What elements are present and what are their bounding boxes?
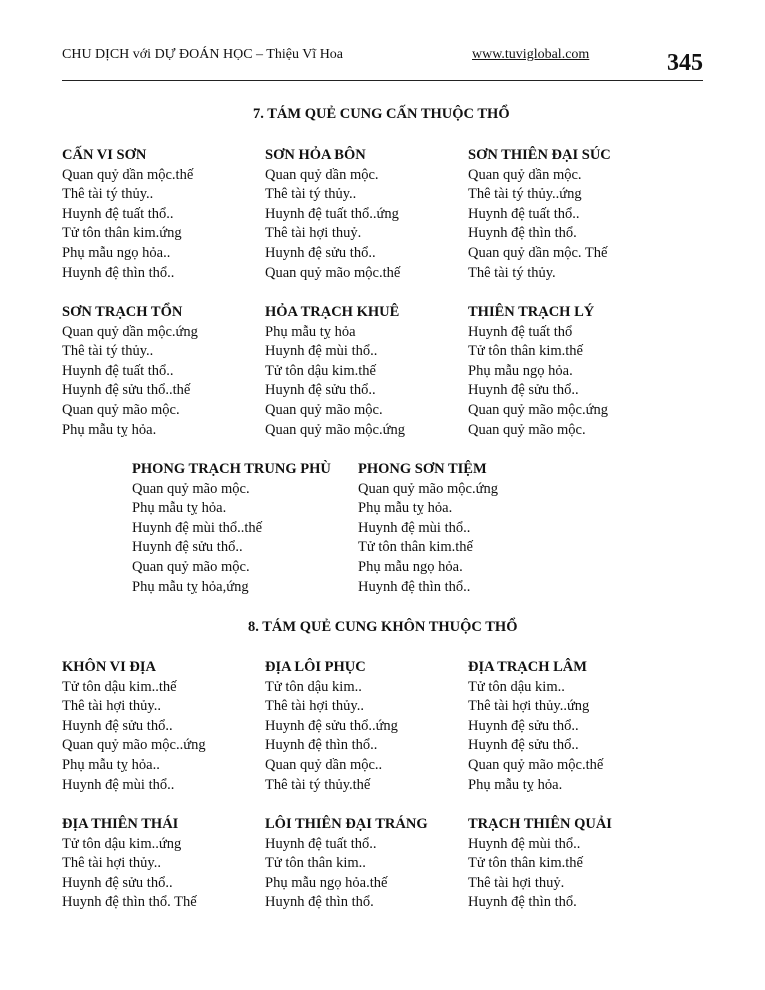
hexagram-line: Quan quỷ mão mộc.thế — [468, 756, 604, 773]
hexagram-line: Huynh đệ sửu thổ..thế — [62, 382, 191, 399]
hexagram-title: SƠN THIÊN ĐẠI SÚC — [468, 147, 611, 163]
hexagram-line: Quan quỷ dần mộc.ứng — [62, 323, 198, 340]
hexagram-line: Thê tài hợi thuỷ. — [265, 225, 362, 242]
hexagram-line: Thê tài tý thủy. — [468, 264, 556, 281]
hexagram-title: HỎA TRẠCH KHUÊ — [265, 304, 400, 320]
hexagram-line: Quan quỷ dần mộc.thế — [62, 166, 194, 183]
hexagram-line: Thê tài tý thủy.thế — [265, 776, 371, 793]
hexagram-line: Quan quỷ mão mộc. — [62, 401, 180, 418]
hexagram-line: Thê tài hợi thủy.. — [265, 698, 364, 715]
hexagram-block — [62, 146, 193, 283]
hexagram-title: THIÊN TRẠCH LÝ — [468, 304, 595, 320]
hexagram-title: ĐỊA TRẠCH LÂM — [468, 659, 587, 675]
hexagram-line: Huynh đệ tuất thổ.. — [265, 835, 377, 852]
hexagram-line: Phụ mẫu tỵ hỏa — [265, 323, 356, 340]
hexagram-line: Huynh đệ mùi thổ.. — [358, 519, 471, 536]
hexagram-line: Quan quỷ mão mộc.ứng — [468, 401, 608, 418]
hexagram-block — [358, 460, 498, 597]
hexagram-line: Huynh đệ thìn thổ.. — [358, 578, 471, 595]
hexagram-line: Thê tài hợi thuỷ. — [468, 874, 565, 891]
hexagram-line: Huynh đệ sửu thổ.. — [62, 874, 173, 891]
hexagram-title: CẤN VI SƠN — [62, 147, 147, 163]
hexagram-line: Quan quỷ mão mộc. — [468, 421, 586, 438]
hexagram-line: Huynh đệ thìn thổ.. — [62, 264, 175, 281]
hexagram-line: Quan quỷ mão mộc..ứng — [62, 737, 206, 754]
hexagram-line: Huynh đệ tuất thổ.. — [62, 205, 174, 222]
hexagram-line: Huynh đệ thìn thổ. — [468, 894, 577, 911]
hexagram-line: Phụ mẫu tỵ hỏa.. — [62, 756, 160, 773]
hexagram-block — [468, 658, 603, 795]
hexagram-line: Huynh đệ sửu thổ..ứng — [265, 717, 398, 734]
hexagram-line: Huynh đệ sửu thổ.. — [468, 382, 579, 399]
hexagram-block — [468, 815, 612, 913]
website-link[interactable]: www.tuviglobal.com — [472, 47, 590, 62]
hexagram-line: Tử tôn dậu kim.. — [468, 678, 565, 695]
hexagram-title: PHONG SƠN TIỆM — [358, 461, 487, 477]
book-title: CHU DỊCH với DỰ ĐOÁN HỌC – Thiệu Vĩ Hoa — [62, 47, 344, 62]
hexagram-line: Thê tài tý thủy.. — [265, 186, 357, 203]
hexagram-line: Phụ mẫu tỵ hỏa. — [468, 776, 563, 793]
hexagram-line: Thê tài hợi thủy.. — [62, 698, 161, 715]
hexagram-title: PHONG TRẠCH TRUNG PHÙ — [132, 461, 331, 477]
hexagram-block — [265, 303, 405, 440]
hexagram-line: Tử tôn thân kim.thế — [468, 343, 583, 360]
hexagram-line: Phụ mẫu tỵ hỏa,ứng — [132, 578, 249, 595]
hexagram-line: Phụ mẫu ngọ hỏa. — [468, 362, 573, 379]
hexagram-line: Huynh đệ thìn thổ. — [468, 225, 577, 242]
hexagram-line: Huynh đệ sửu thổ.. — [468, 737, 579, 754]
hexagram-line: Thê tài tý thủy..ứng — [468, 186, 582, 203]
hexagram-line: Huynh đệ thìn thổ.. — [265, 737, 378, 754]
page-number: 345 — [667, 50, 703, 76]
hexagram-line: Thê tài hợi thủy.. — [62, 855, 161, 872]
hexagram-block — [62, 303, 198, 440]
hexagram-line: Quan quỷ dần mộc.. — [265, 756, 383, 773]
hexagram-line: Huynh đệ thìn thổ. Thế — [62, 894, 197, 911]
hexagram-line: Phụ mẫu tỵ hỏa. — [62, 421, 157, 438]
section-title: 8. TÁM QUẺ CUNG KHÔN THUỘC THỔ — [248, 619, 518, 635]
hexagram-block — [468, 146, 611, 283]
hexagram-line: Phụ mẫu ngọ hỏa. — [358, 558, 463, 575]
hexagram-line: Huynh đệ thìn thổ. — [265, 894, 374, 911]
hexagram-line: Huynh đệ tuất thổ.. — [62, 362, 174, 379]
hexagram-title: SƠN TRẠCH TỔN — [62, 304, 183, 320]
hexagram-line: Huynh đệ sửu thổ.. — [62, 717, 173, 734]
hexagram-line: Quan quỷ mão mộc.thế — [265, 264, 401, 281]
hexagram-block — [132, 460, 331, 597]
hexagram-line: Phụ mẫu tỵ hỏa. — [358, 500, 453, 517]
hexagram-line: Tử tôn dậu kim.. — [265, 678, 362, 695]
hexagram-line: Huynh đệ mùi thổ..thế — [132, 519, 263, 536]
hexagram-block — [468, 303, 608, 440]
hexagram-line: Tử tôn dậu kim..ứng — [62, 835, 182, 852]
hexagram-line: Huynh đệ mùi thổ.. — [62, 776, 175, 793]
hexagram-title: SƠN HỎA BÔN — [265, 147, 366, 163]
hexagram-block — [62, 815, 197, 913]
hexagram-block — [265, 658, 398, 795]
hexagram-line: Huynh đệ mùi thổ.. — [265, 343, 378, 360]
hexagram-title: KHÔN VI ĐỊA — [62, 659, 156, 675]
hexagram-line: Quan quỷ mão mộc. — [132, 558, 250, 575]
hexagram-line: Quan quỷ dần mộc. Thế — [468, 244, 608, 261]
hexagram-line: Huynh đệ tuất thổ..ứng — [265, 205, 399, 222]
hexagram-line: Quan quỷ mão mộc.ứng — [358, 480, 498, 497]
hexagram-line: Tử tôn thân kim.ứng — [62, 225, 182, 242]
hexagram-line: Tử tôn dậu kim..thế — [62, 678, 177, 695]
hexagram-line: Phụ mẫu tỵ hỏa. — [132, 500, 227, 517]
hexagram-line: Quan quỷ mão mộc. — [265, 401, 383, 418]
hexagram-block — [265, 815, 428, 913]
hexagram-title: ĐỊA THIÊN THÁI — [62, 816, 179, 832]
hexagram-title: LÔI THIÊN ĐẠI TRÁNG — [265, 816, 428, 832]
hexagram-line: Quan quỷ dần mộc. — [468, 166, 582, 183]
hexagram-line: Huynh đệ tuất thổ — [468, 323, 573, 340]
hexagram-line: Quan quỷ dần mộc. — [265, 166, 379, 183]
hexagram-line: Huynh đệ sửu thổ.. — [468, 717, 579, 734]
hexagram-line: Tử tôn thân kim.thế — [358, 539, 473, 556]
hexagram-line: Huynh đệ tuất thổ.. — [468, 205, 580, 222]
hexagram-block — [62, 658, 206, 795]
hexagram-line: Tử tôn dậu kim.thế — [265, 362, 376, 379]
hexagram-line: Phụ mẫu ngọ hỏa.. — [62, 244, 171, 261]
hexagram-line: Huynh đệ mùi thổ.. — [468, 835, 581, 852]
hexagram-line: Tử tôn thân kim.thế — [468, 855, 583, 872]
hexagram-title: ĐỊA LÔI PHỤC — [265, 659, 366, 675]
hexagram-line: Tử tôn thân kim.. — [265, 855, 366, 872]
hexagram-line: Phụ mẫu ngọ hỏa.thế — [265, 874, 388, 891]
hexagram-line: Quan quỷ mão mộc.ứng — [265, 421, 405, 438]
hexagram-line: Huynh đệ sửu thổ.. — [132, 539, 243, 556]
hexagram-line: Thê tài tý thủy.. — [62, 343, 154, 360]
hexagram-line: Thê tài hợi thủy..ứng — [468, 698, 590, 715]
hexagram-title: TRẠCH THIÊN QUẢI — [468, 816, 612, 832]
section-title: 7. TÁM QUẺ CUNG CẤN THUỘC THỔ — [253, 106, 510, 122]
hexagram-line: Huynh đệ sửu thổ.. — [265, 382, 376, 399]
page-header — [62, 46, 703, 81]
hexagram-line: Huynh đệ sửu thổ.. — [265, 244, 376, 261]
hexagram-block — [265, 146, 400, 283]
hexagram-line: Quan quỷ mão mộc. — [132, 480, 250, 497]
hexagram-line: Thê tài tý thủy.. — [62, 186, 154, 203]
